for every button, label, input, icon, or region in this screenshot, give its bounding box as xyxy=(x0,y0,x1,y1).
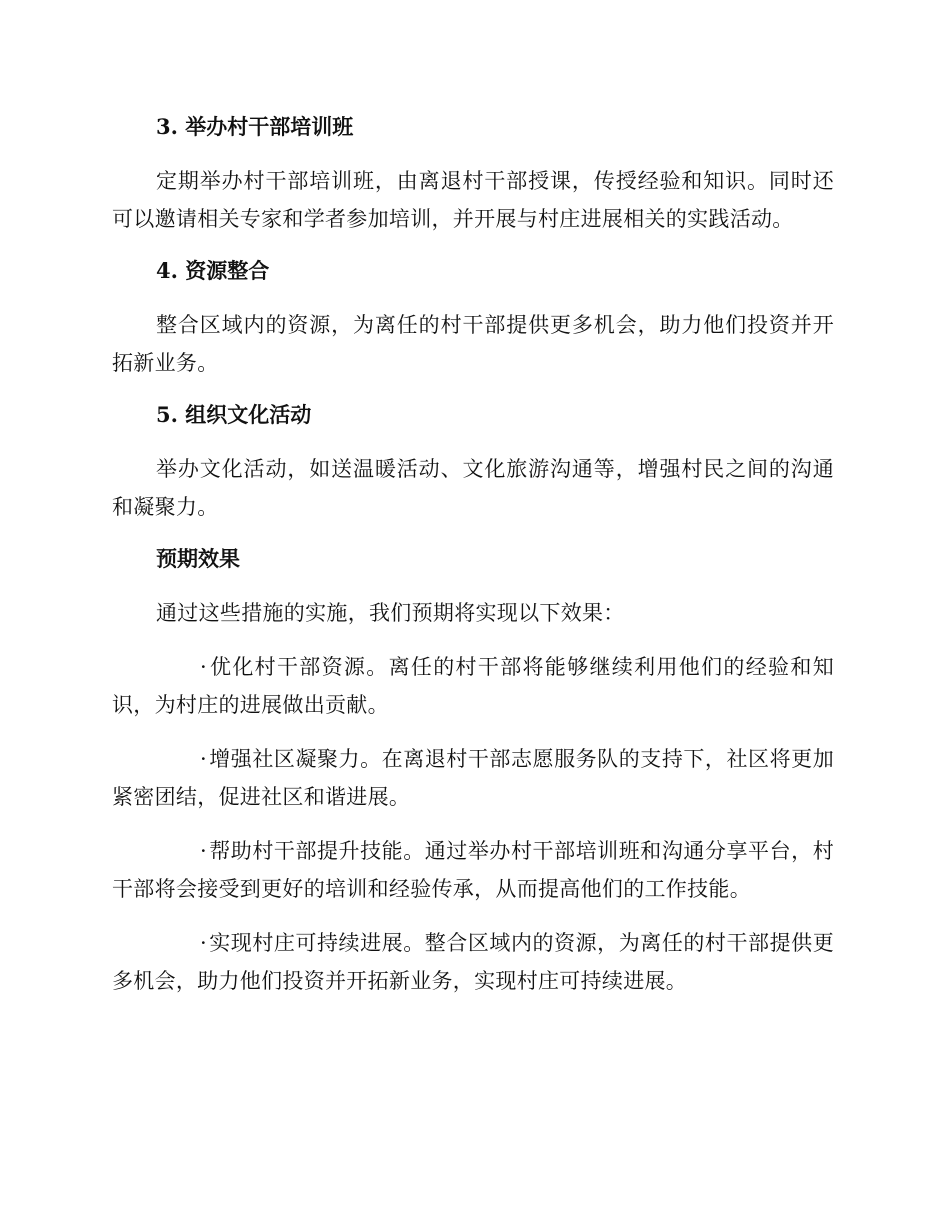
bullet-dot: · xyxy=(200,747,207,771)
effect-item-3 xyxy=(112,832,834,908)
effect-item-1 xyxy=(112,648,834,724)
effect-item-text: 帮助村干部提升技能。通过举办村干部培训班和沟通分享平台，村干部将会接受到更好的培训和经验传承，从而提高他们的工作技能。 xyxy=(112,839,834,901)
effect-item-text: 优化村干部资源。离任的村干部将能够继续利用他们的经验和知识，为村庄的进展做出贡献。 xyxy=(112,655,834,717)
effect-item-2 xyxy=(112,740,834,816)
effect-item-4 xyxy=(112,924,834,1000)
effect-item-text: 实现村庄可持续进展。整合区域内的资源，为离任的村干部提供更多机会，助力他们投资并开拓新业务，实现村庄可持续进展。 xyxy=(112,931,834,993)
section-heading-4: 4. 资源整合 xyxy=(156,258,270,283)
effects-heading: 预期效果 xyxy=(156,546,240,571)
section-heading-3: 3. 举办村干部培训班 xyxy=(156,114,354,139)
section-heading-5: 5. 组织文化活动 xyxy=(156,402,312,427)
section-text-3: 定期举办村干部培训班，由离退村干部授课，传授经验和知识。同时还可以邀请相关专家和学者参加培训，并开展与村庄进展相关的实践活动。 xyxy=(112,169,834,231)
bullet-dot: · xyxy=(200,839,207,863)
section-text-4: 整合区域内的资源，为离任的村干部提供更多机会，助力他们投资并开拓新业务。 xyxy=(112,313,834,375)
effects-intro: 通过这些措施的实施，我们预期将实现以下效果： xyxy=(156,601,625,625)
bullet-dot: · xyxy=(200,655,207,679)
effect-item-text: 增强社区凝聚力。在离退村干部志愿服务队的支持下，社区将更加紧密团结，促进社区和谐进展。 xyxy=(112,747,834,809)
bullet-dot: · xyxy=(200,931,207,955)
document-body xyxy=(112,110,834,1000)
section-text-5: 举办文化活动，如送温暖活动、文化旅游沟通等，增强村民之间的沟通和凝聚力。 xyxy=(112,457,834,519)
